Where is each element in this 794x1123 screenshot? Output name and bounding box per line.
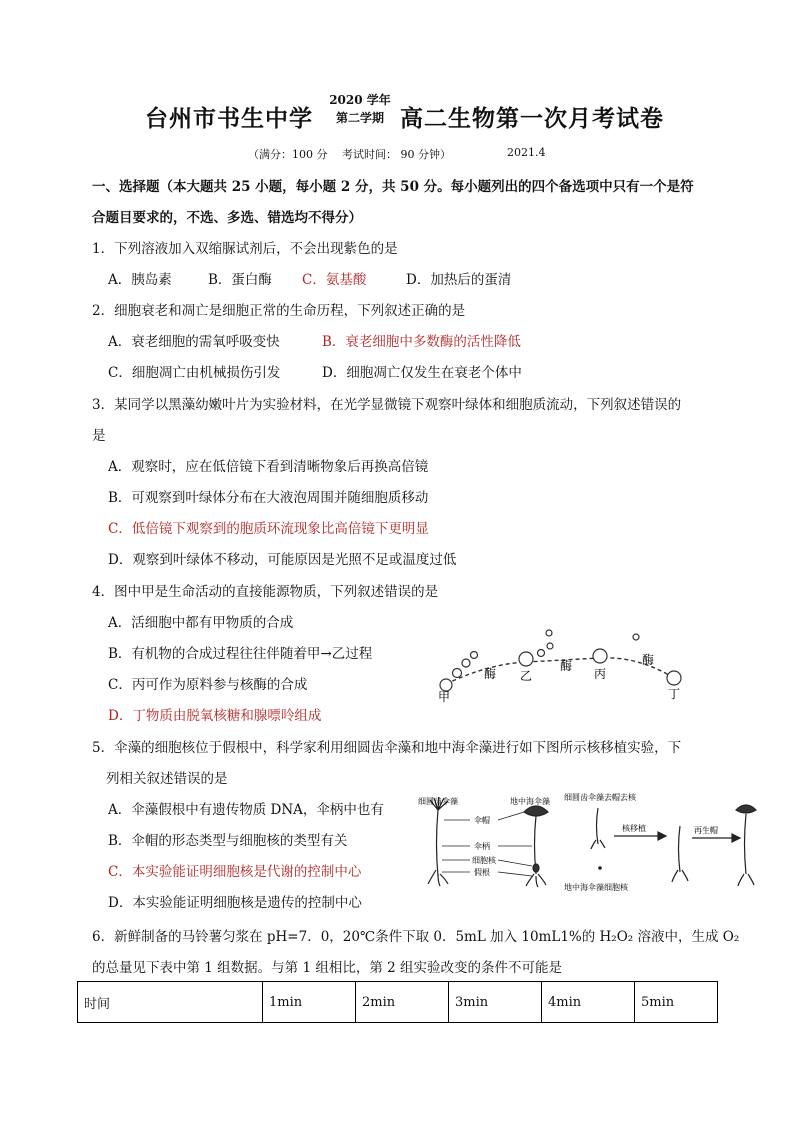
q2-option-b: B．衰老细胞中多数酶的活性降低 xyxy=(322,334,521,350)
q1-option-b: B．蛋白酶 xyxy=(208,272,272,288)
label-enzyme-1: 酶 xyxy=(484,667,497,681)
q3-option-b: B．可观察到叶绿体分布在大液泡周围并随细胞质移动 xyxy=(108,490,429,506)
school-name: 台州市书生中学 xyxy=(145,105,313,132)
section-heading-line1: 一、选择题（本大题共 25 小题，每小题 2 分，共 50 分。每小题列出的四个备选项中只有一个是符 xyxy=(92,179,694,195)
q3-option-d: D．观察到叶绿体不移动，可能原因是光照不足或温度过低 xyxy=(108,552,457,568)
q3-stem-line1: 3．某同学以黑藻幼嫩叶片为实验材料，在光学显微镜下观察叶绿体和细胞质流动，下列叙述错误的 xyxy=(92,397,682,413)
table-header-cell: 3min xyxy=(449,982,542,1023)
q3-stem-line2: 是 xyxy=(92,428,106,444)
q5-option-c: C．本实验能证明细胞核是代谢的控制中心 xyxy=(108,864,362,880)
exam-info: （满分：100 分 考试时间： 90 分钟） xyxy=(248,148,451,161)
table-header-cell: 2min xyxy=(356,982,449,1023)
q1-stem: 1．下列溶液加入双缩脲试剂后，不会出现紫色的是 xyxy=(92,241,398,257)
table-header-cell: 5min xyxy=(635,982,718,1023)
table-header-cell: 1min xyxy=(263,982,356,1023)
label-sanbing: 伞柄 xyxy=(474,842,490,851)
section-heading-line2: 合题目要求的，不选、多选、错选均不得分） xyxy=(92,210,362,226)
label-quhe: 细圆齿伞藻去帽去核 xyxy=(564,793,636,802)
table-header-row xyxy=(78,982,718,1023)
q5-option-d: D．本实验能证明细胞核是遗传的控制中心 xyxy=(108,895,362,911)
q4-option-a: A．活细胞中都有甲物质的合成 xyxy=(108,615,294,631)
term: 第二学期 xyxy=(335,111,384,125)
q4-stem: 4．图中甲是生命活动的直接能源物质，下列叙述错误的是 xyxy=(92,584,439,600)
exam-title: 高二生物第一次月考试卷 xyxy=(400,105,664,132)
table-header-cell: 4min xyxy=(542,982,635,1023)
atp-hydrolysis-diagram xyxy=(428,622,698,704)
q2-stem: 2．细胞衰老和凋亡是细胞正常的生命历程，下列叙述正确的是 xyxy=(92,303,466,319)
academic-year: 2020 学年 xyxy=(329,93,391,107)
table-header-cell: 时间 xyxy=(78,982,263,1023)
q6-stem-line2: 的总量见下表中第 1 组数据。与第 1 组相比，第 2 组实验改变的条件不可能是 xyxy=(92,960,563,976)
label-sanmao: 伞帽 xyxy=(474,816,490,825)
label-zaishengmao: 再生帽 xyxy=(694,826,718,835)
nuclear-transplant-diagram xyxy=(414,786,760,894)
q5-option-a: A．伞藻假根中有遗传物质 DNA，伞柄中也有 xyxy=(108,802,384,818)
q4-option-b: B．有机物的合成过程往往伴随着甲→乙过程 xyxy=(108,646,373,662)
label-enzyme-3: 酶 xyxy=(642,653,655,667)
q6-data-table xyxy=(77,981,718,1023)
label-ding: 丁 xyxy=(668,687,681,701)
xiyuan-alga xyxy=(428,797,448,886)
q1-option-c: C．氨基酸 xyxy=(302,272,367,288)
label-xibaohe: 细胞核 xyxy=(472,856,496,865)
q2-option-c: C．细胞凋亡由机械损伤引发 xyxy=(108,365,281,381)
q5-option-b: B．伞帽的形态类型与细胞核的类型有关 xyxy=(108,833,348,849)
q5-stem-line2: 列相关叙述错误的是 xyxy=(106,771,228,787)
label-yi: 乙 xyxy=(520,669,533,683)
label-dzh-he: 地中海伞藻细胞核 xyxy=(564,883,628,892)
label-dizhonghai: 地中海伞藻 xyxy=(510,797,550,806)
q2-option-a: A．衰老细胞的需氧呼吸变快 xyxy=(108,334,280,350)
label-bing: 丙 xyxy=(594,667,607,681)
q3-option-a: A．观察时，应在低倍镜下看到清晰物象后再换高倍镜 xyxy=(108,459,429,475)
q6-stem-line1: 6．新鲜制备的马铃薯匀浆在 pH=7．0，20℃条件下取 0．5mL 加入 10mL1%的 H₂O₂ 溶液中，生成 O₂ xyxy=(92,929,740,945)
label-heyizhi: 核移植 xyxy=(622,824,646,833)
label-jia: 甲 xyxy=(438,690,451,704)
label-enzyme-2: 酶 xyxy=(560,659,573,673)
q3-option-c: C．低倍镜下观察到的胞质环流现象比高倍镜下更明显 xyxy=(108,521,429,537)
label-xiyuan: 细圆齿伞藻 xyxy=(418,797,458,806)
q1-option-d: D．加热后的蛋清 xyxy=(406,272,512,288)
q2-option-d: D．细胞凋亡仅发生在衰老个体中 xyxy=(322,365,522,381)
exam-date: 2021.4 xyxy=(507,146,546,159)
q4-option-d: D．丁物质由脱氧核糖和腺嘌呤组成 xyxy=(108,708,322,724)
q4-option-c: C．丙可作为原料参与核酶的合成 xyxy=(108,677,308,693)
q5-stem-line1: 5．伞藻的细胞核位于假根中，科学家利用细圆齿伞藻和地中海伞藻进行如下图所示核移植实验，下 xyxy=(92,740,682,756)
dizhonghai-alga xyxy=(524,806,548,887)
q1-option-a: A．胰岛素 xyxy=(108,272,172,288)
label-jiagen: 假根 xyxy=(474,868,490,877)
